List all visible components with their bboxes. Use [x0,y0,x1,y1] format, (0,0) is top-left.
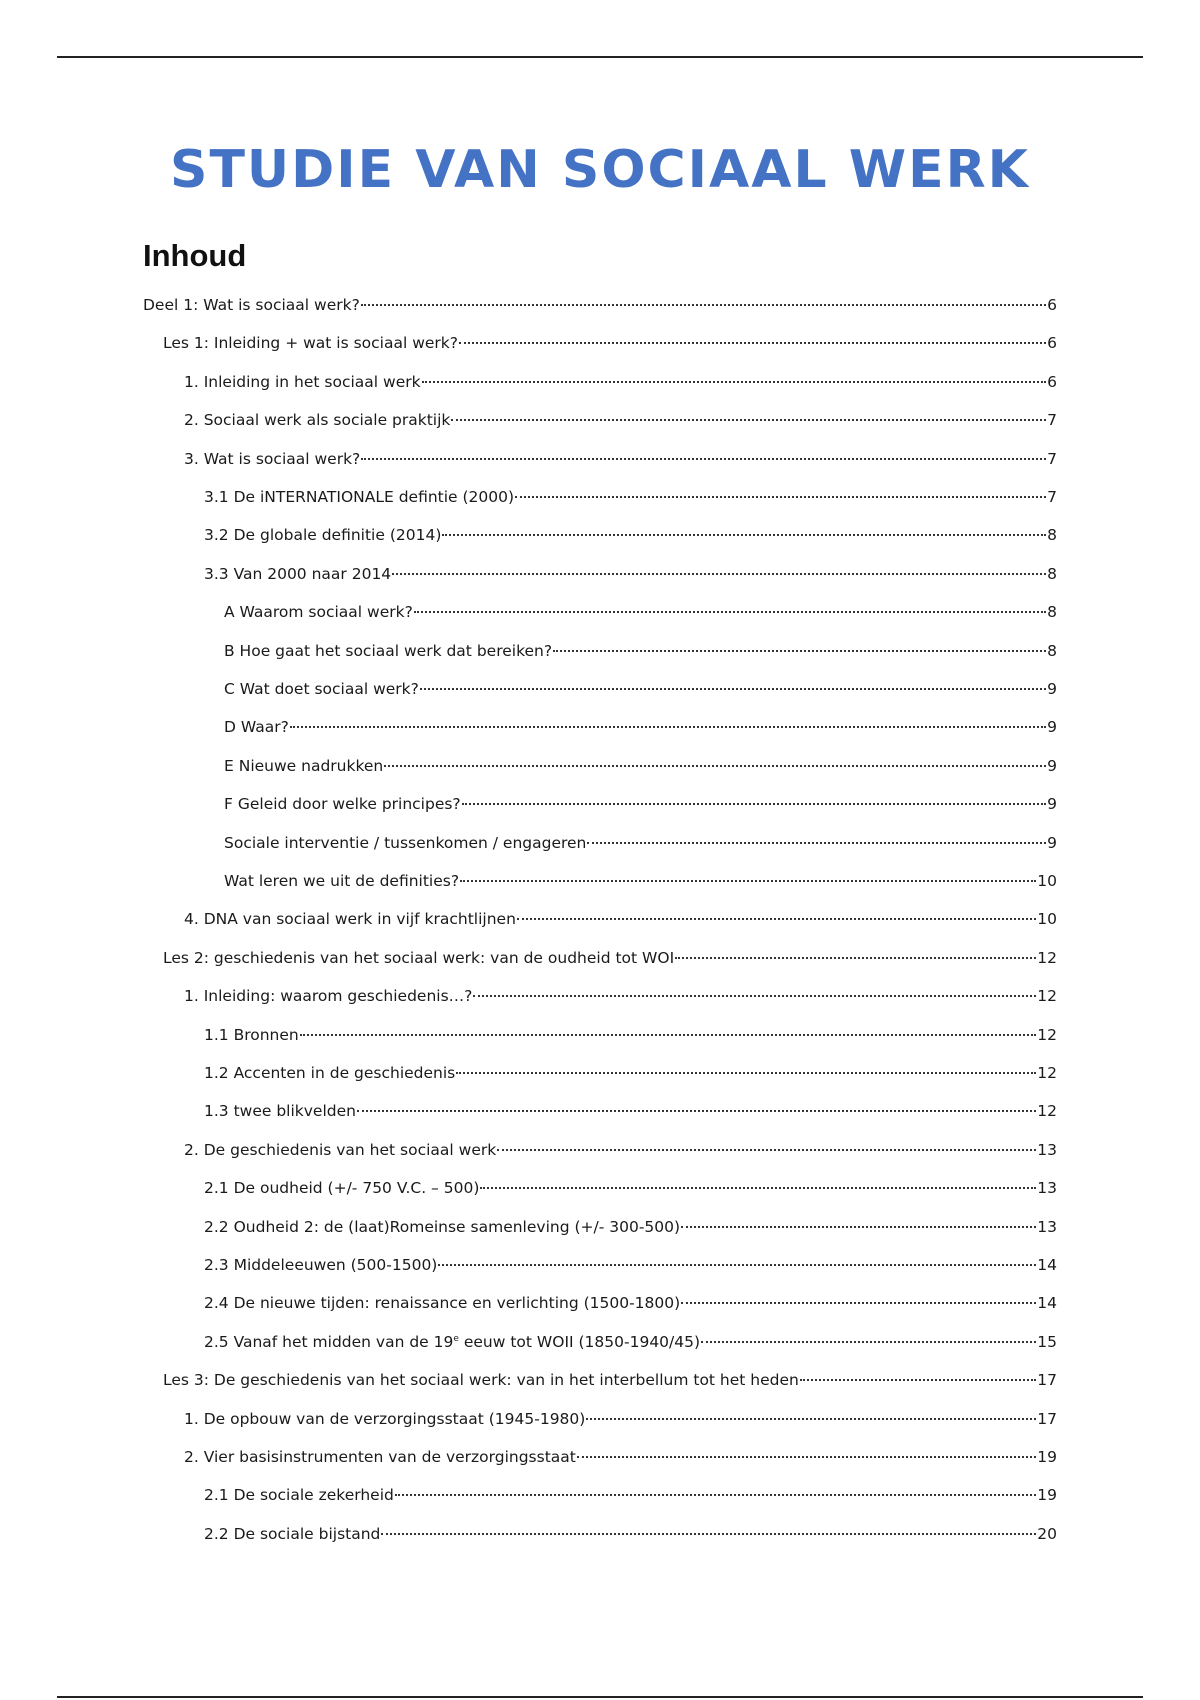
toc-page-number: 14 [1037,1256,1057,1274]
toc-page-number: 6 [1047,334,1057,353]
toc-entry-title: 2.4 De nieuwe tijden: renaissance en verlichting (1500-1800) [204,1294,681,1313]
toc-dot-leader [586,1418,1036,1420]
toc-page-number: 8 [1047,641,1057,660]
toc-dot-leader [800,1379,1036,1381]
toc-page-number: 13 [1037,1179,1057,1198]
toc-entry[interactable] [163,1361,1057,1399]
toc-dot-leader [392,573,1046,575]
toc-entry-title: 4. DNA van sociaal werk in vijf krachtlijnen [184,910,516,929]
toc-entry[interactable] [224,862,1057,900]
toc-dot-leader [473,995,1036,997]
toc-entry[interactable] [224,747,1057,785]
toc-page-number: 8 [1047,603,1057,622]
toc-page-number: 13 [1037,1140,1057,1159]
toc-entry-title: Sociale interventie / tussenkomen / engageren [224,833,587,852]
toc-entry-title: Wat leren we uit de definities? [224,872,460,890]
toc-dot-leader [517,918,1036,920]
toc-page-number: 6 [1047,296,1057,314]
toc-page-number: 14 [1037,1294,1057,1313]
toc-entry[interactable] [204,1284,1057,1322]
toc-entry-title: 2. Vier basisinstrumenten van de verzorgingsstaat [184,1448,576,1466]
toc-dot-leader [480,1187,1036,1189]
toc-page-number: 12 [1037,1102,1057,1121]
toc-entry-title: 2.2 Oudheid 2: de (laat)Romeinse samenleving (+/- 300-500) [204,1217,681,1236]
toc-entry[interactable] [224,708,1057,746]
toc-dot-leader [675,957,1036,959]
toc-dot-leader [357,1110,1036,1112]
toc-entry[interactable] [204,1054,1057,1092]
toc-entry-title: F Geleid door welke principes? [224,795,461,814]
toc-page-number: 7 [1047,449,1057,468]
toc-dot-leader [701,1341,1036,1343]
toc-entry[interactable] [204,1476,1057,1514]
toc-page-number: 9 [1047,756,1057,775]
toc-dot-leader [462,803,1046,805]
toc-entry[interactable] [204,1515,1057,1553]
toc-entry[interactable] [184,440,1057,478]
toc-entry-title: 3. Wat is sociaal werk? [184,449,361,468]
toc-page-number: 6 [1047,372,1057,391]
toc-dot-leader [361,458,1046,460]
toc-entry-title: C Wat doet sociaal werk? [224,680,419,698]
toc-dot-leader [681,1226,1036,1228]
toc-dot-leader [553,650,1046,652]
toc-entry[interactable] [184,1131,1057,1169]
toc-entry[interactable] [184,401,1057,439]
toc-page-number: 19 [1037,1448,1057,1466]
toc-entry[interactable] [204,478,1057,516]
toc-dot-leader [497,1149,1036,1151]
toc-entry-title: Les 3: De geschiedenis van het sociaal werk: van in het interbellum tot het heden [163,1371,799,1390]
toc-entry-title: 2.1 De sociale zekerheid [204,1486,394,1505]
toc-dot-leader [422,381,1047,383]
toc-dot-leader [414,611,1046,613]
toc-entry-title: 1. Inleiding: waarom geschiedenis…? [184,987,473,1006]
toc-dot-leader [459,342,1046,344]
toc-dot-leader [577,1456,1036,1458]
toc-dot-leader [442,534,1046,536]
toc-entry[interactable] [184,900,1057,938]
toc-dot-leader [451,419,1046,421]
toc-entry-title: 3.2 De globale definitie (2014) [204,526,442,545]
toc-heading: Inhoud [143,238,247,273]
toc-page-number: 17 [1037,1371,1057,1390]
toc-entry-title: 2.2 De sociale bijstand [204,1524,381,1543]
toc-dot-leader [460,880,1036,882]
toc-entry-title: 2. Sociaal werk als sociale praktijk [184,411,451,430]
toc-page-number: 12 [1037,948,1057,967]
toc-page-number: 10 [1037,910,1057,929]
toc-entry-title: 1.2 Accenten in de geschiedenis [204,1064,456,1082]
toc-entry-title: 2.5 Vanaf het midden van de 19e eeuw tot WOII (1850-1940/45) [204,1332,701,1351]
toc-dot-leader [438,1264,1036,1266]
toc-entry-title: 2. De geschiedenis van het sociaal werk [184,1140,497,1159]
toc-entry[interactable] [204,516,1057,554]
toc-page-number: 20 [1037,1524,1057,1543]
toc-dot-leader [420,688,1046,690]
header-rule [57,56,1143,58]
toc-dot-leader [384,765,1046,767]
toc-entry[interactable] [143,286,1057,324]
toc-entry[interactable] [204,1323,1057,1361]
toc-entry[interactable] [224,670,1057,708]
toc-entry-title: E Nieuwe nadrukken [224,756,384,775]
toc-page-number: 10 [1037,872,1057,890]
toc-page-number: 19 [1037,1486,1057,1505]
toc-page-number: 8 [1047,564,1057,583]
toc-page-number: 9 [1047,833,1057,852]
toc-entry-title: B Hoe gaat het sociaal werk dat bereiken? [224,641,553,660]
toc-entry[interactable] [224,632,1057,670]
toc-entry-title: Les 1: Inleiding + wat is sociaal werk? [163,334,458,353]
toc-dot-leader [681,1302,1036,1304]
toc-dot-leader [381,1533,1036,1535]
toc-dot-leader [361,304,1046,306]
toc-dot-leader [456,1072,1036,1074]
toc-entry-title: 3.3 Van 2000 naar 2014 [204,564,392,583]
toc-page-number: 15 [1037,1332,1057,1351]
toc-page-number: 12 [1037,1025,1057,1044]
toc-entry-title: D Waar? [224,718,289,737]
toc-page-number: 12 [1037,1064,1057,1082]
toc-page-number: 8 [1047,526,1057,545]
toc-entry-title: 1.3 twee blikvelden [204,1102,356,1121]
toc-entry[interactable] [204,1246,1057,1284]
toc-dot-leader [290,726,1046,728]
toc-dot-leader [515,496,1046,498]
toc-entry-title: 1. De opbouw van de verzorgingsstaat (1945-1980) [184,1409,586,1428]
toc-entry-title: 3.1 De iNTERNATIONALE defintie (2000) [204,488,515,506]
toc-entry-title: 2.1 De oudheid (+/- 750 V.C. – 500) [204,1179,480,1198]
toc-entry[interactable] [184,363,1057,401]
toc-entry[interactable] [224,785,1057,823]
toc-dot-leader [300,1034,1037,1036]
toc-dot-leader [587,842,1046,844]
toc-entry[interactable] [204,1016,1057,1054]
toc-entry[interactable] [184,1438,1057,1476]
toc-page-number: 7 [1047,488,1057,506]
toc-entry[interactable] [163,939,1057,977]
toc-page-number: 13 [1037,1217,1057,1236]
toc-dot-leader [395,1494,1036,1496]
toc-entry[interactable] [224,824,1057,862]
toc-entry[interactable] [224,593,1057,631]
toc-entry[interactable] [204,1092,1057,1130]
footer-rule [57,1696,1143,1698]
toc-page-number: 17 [1037,1409,1057,1428]
toc-page-number: 7 [1047,411,1057,430]
toc-page-number: 12 [1037,987,1057,1006]
toc-page-number: 9 [1047,718,1057,737]
document-title: STUDIE VAN SOCIAAL WERK [170,140,1030,200]
toc-entry-title: A Waarom sociaal werk? [224,603,413,622]
toc-entry[interactable] [204,1208,1057,1246]
toc-entry-title: Deel 1: Wat is sociaal werk? [143,296,360,314]
toc-entry[interactable] [204,1169,1057,1207]
toc-entry[interactable] [163,324,1057,362]
toc-entry-title: 1.1 Bronnen [204,1025,299,1044]
toc-entry-title: 2.3 Middeleeuwen (500-1500) [204,1256,438,1274]
toc-entry[interactable] [184,1400,1057,1438]
toc-entry[interactable] [204,555,1057,593]
toc-page-number: 9 [1047,795,1057,814]
toc-page-number: 9 [1047,680,1057,698]
toc-entry-title: 1. Inleiding in het sociaal werk [184,372,421,391]
toc-entry[interactable] [184,977,1057,1015]
toc-entry-title: Les 2: geschiedenis van het sociaal werk: van de oudheid tot WOI [163,948,675,967]
